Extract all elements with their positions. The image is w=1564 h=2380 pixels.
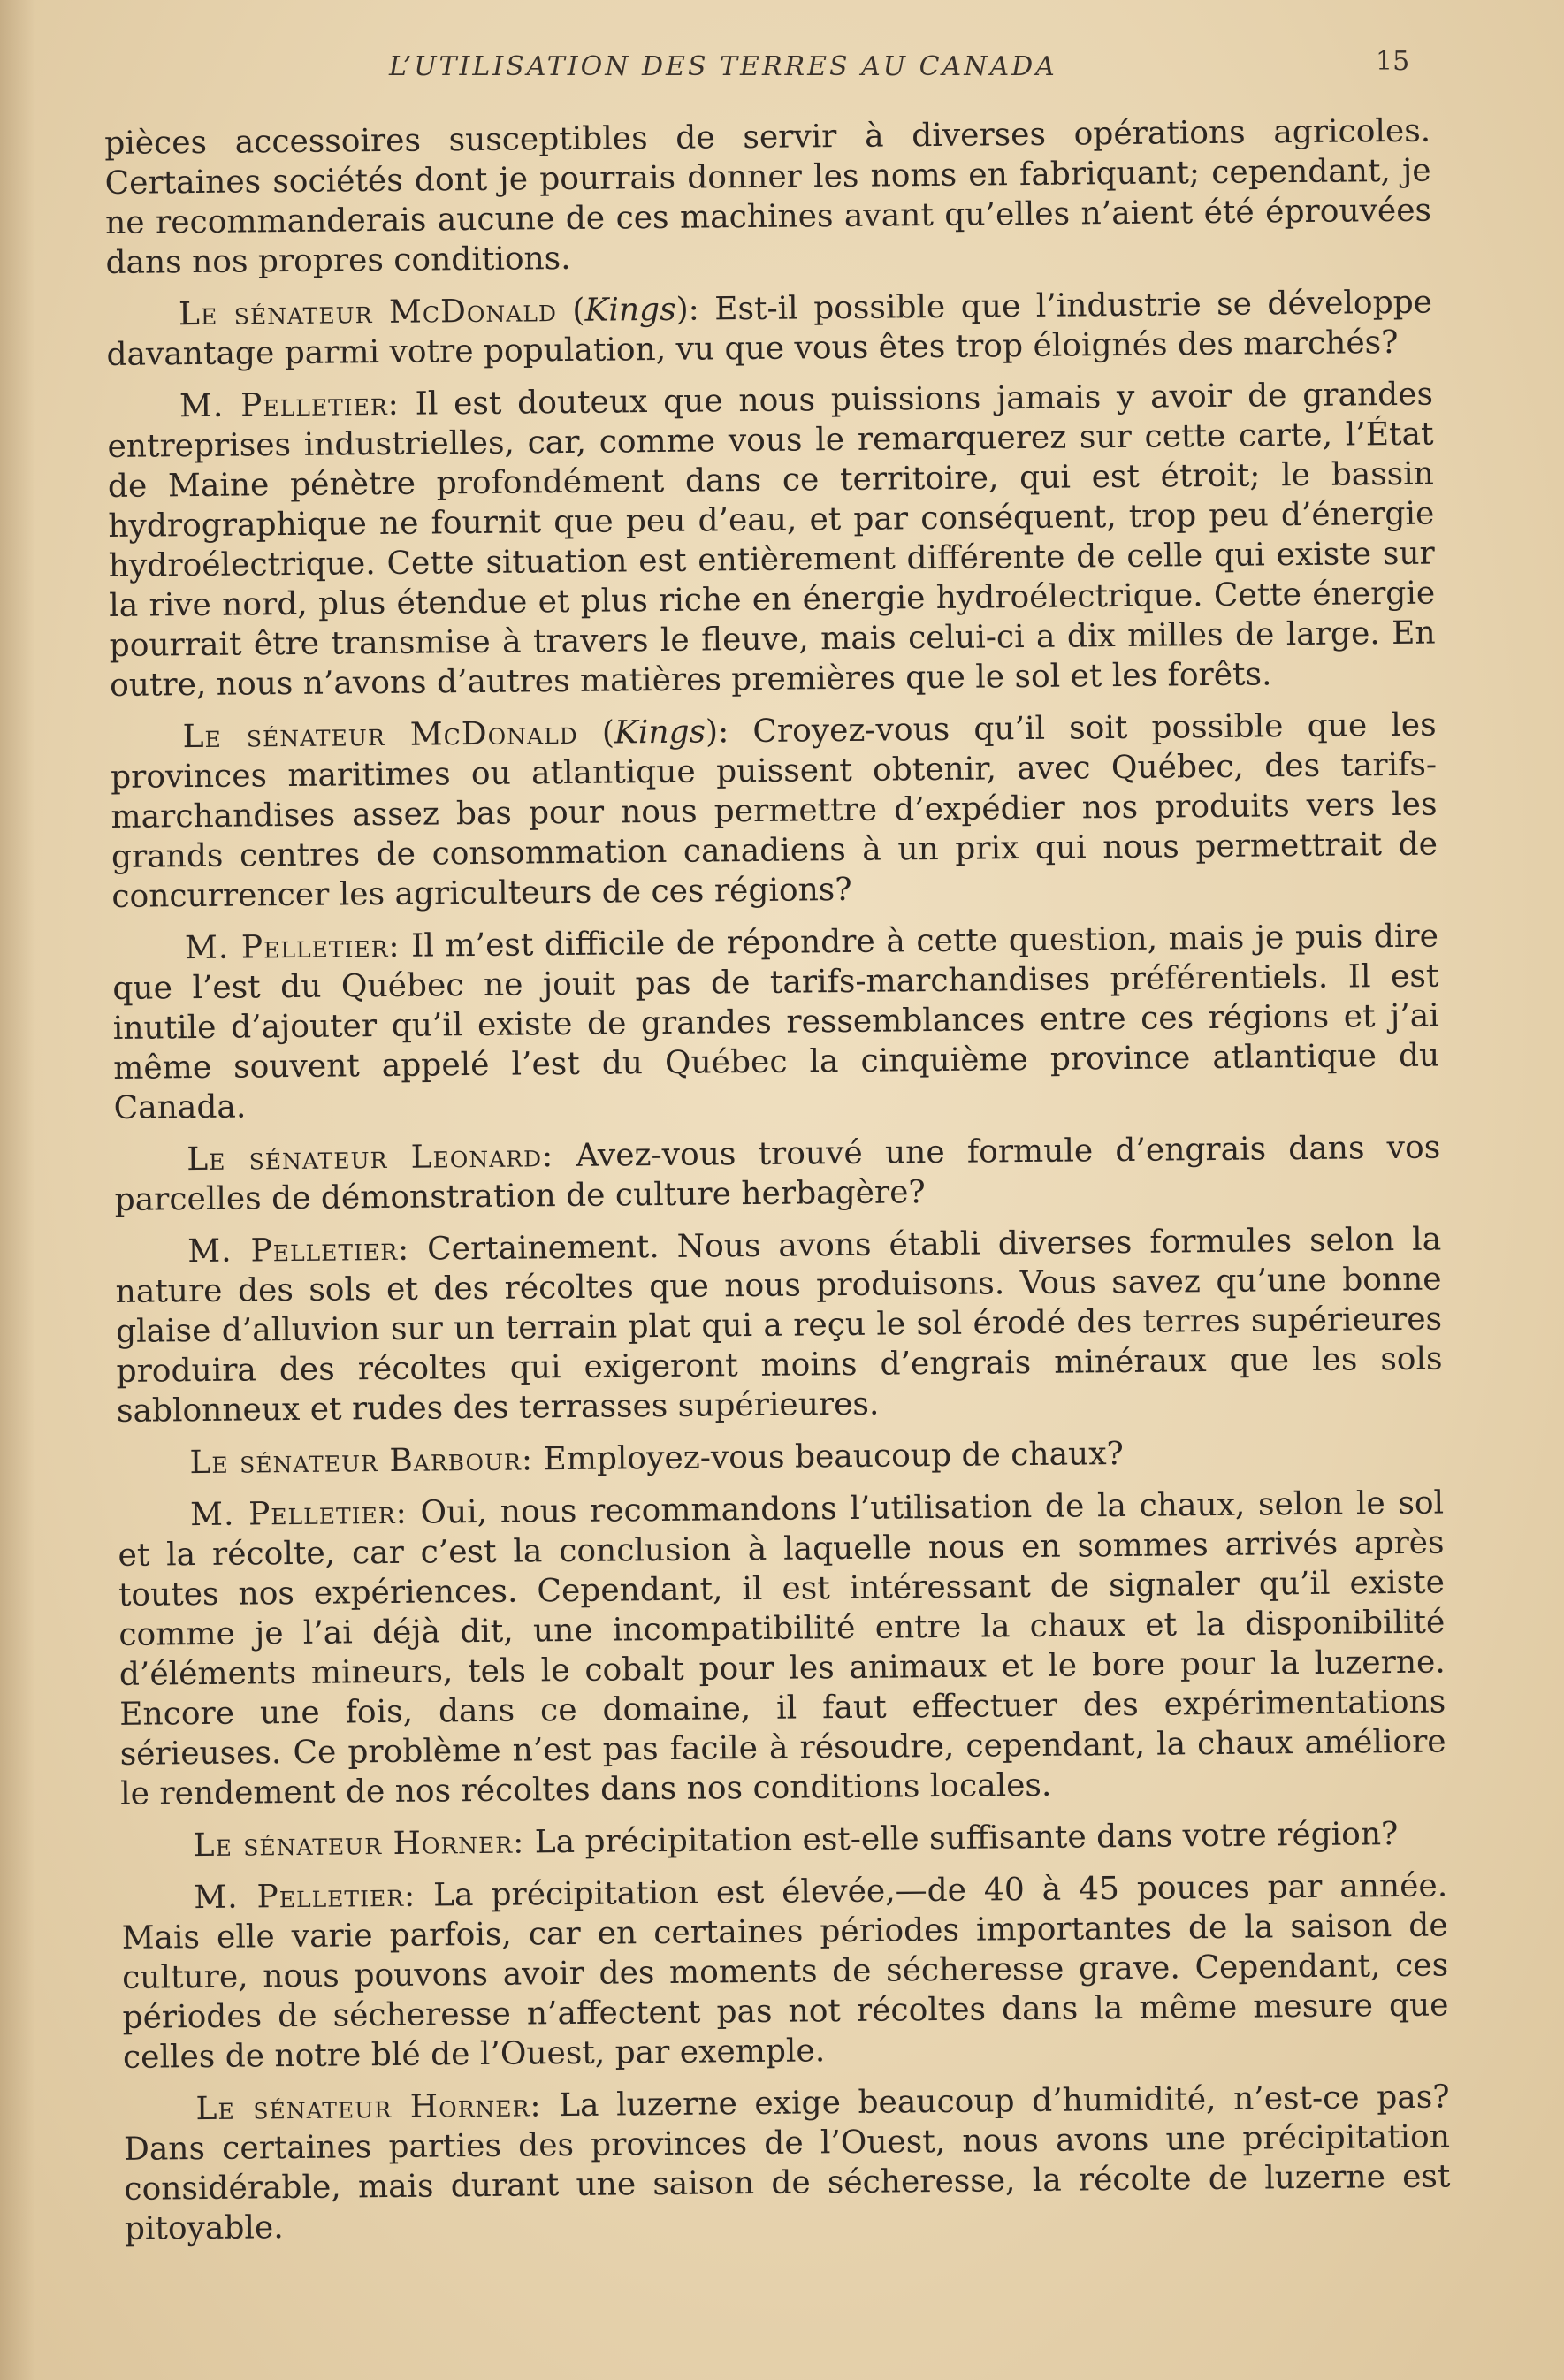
paragraph-11 xyxy=(121,1866,1449,2078)
paragraph-text: Croyez-vous qu’il soit possible que les provinces maritimes ou atlantique puissent obtenir, avec Québec, des tarifs-marchandises assez bas pour nous permettre d’expédier nos produits vers les grands centres de consommation canadiens à un prix qui nous permettrait de concurrencer les agriculteurs de ces régions? xyxy=(110,706,1438,915)
page-number: 15 xyxy=(1376,46,1410,77)
paragraph-text: Employez-vous beaucoup de chaux? xyxy=(532,1436,1125,1478)
paragraph-text: Certainement. Nous avons établi diverses formules selon la nature des sols et des récoltes que nous produisons. Vous savez qu’une bonne glaise d’alluvion sur un terrain plat qui a reçu le sol érodé des terres supérieures produira des récoltes qui exigeront moins d’engrais minéraux que les sols sablonneux et rudes des terrasses supérieures. xyxy=(115,1221,1443,1430)
paragraph-4: Le sénateur McDonald (Kings): Croyez-vous qu’il soit possible que les provinces maritimes ou atlantique puissent obtenir, avec Québec, des tarifs-marchandises assez bas pour nous permettre d’expédier nos produits vers les grands centres de consommation canadiens à un prix qui nous permettrait de concurrencer les agriculteurs de ces régions? xyxy=(110,706,1438,915)
paragraph-text: La luzerne exige beaucoup d’humidité, n’est-ce pas? Dans certaines parties des provinces de l’Ouest, nous avons une précipitation considérable, mais durant une saison de sécheresse, la récolte de luzerne est pitoyable. xyxy=(123,2079,1451,2247)
paragraph-text: Avez-vous trouvé une formule d’engrais dans vos parcelles de démonstration de culture herbagère? xyxy=(114,1129,1441,1218)
speaker-riding: Kings xyxy=(584,291,676,329)
paragraph-6 xyxy=(114,1128,1441,1220)
paragraph-3 xyxy=(107,375,1436,706)
speaker-name: Le sénateur Barbour: xyxy=(189,1441,534,1482)
paragraph-text: Il m’est difficile de répondre à cette question, mais je puis dire que l’est du Québec ne jouit pas de tarifs-marchandises préférentiels. Il est inutile d’ajouter qu’il existe de grandes ressemblances entre ces régions et j’ai même souvent appelé l’est du Québec la cinquième province atlantique du Canada. xyxy=(112,918,1440,1126)
paragraph-text: pièces accessoires susceptibles de servir à diverses opérations agricoles. Certaines sociétés dont je pourrais donner les noms en fabriquant; cependant, je ne recommanderais aucune de ces machines avant qu’elles n’aient été éprouvées dans nos propres conditions. xyxy=(104,112,1432,281)
paragraph-1 xyxy=(104,111,1432,283)
speaker-name: M. Pelletier: xyxy=(184,927,401,967)
paragraph-text: Il est douteux que nous puissions jamais y avoir de grandes entreprises industrielles, car, comme vous le remarquerez sur cette carte, l’État de Maine pénètre profondément dans ce territoire, qui est étroit; le bassin hydrographique ne fournit que peu d’eau, et par conséquent, trop peu d’énergie hydroélectrique. Cette situation est entièrement différente de celle qui existe sur la rive nord, plus étendue et plus riche en énergie hydroélectrique. Cette énergie pourrait être transmise à travers le fleuve, mais celui-ci a dix milles de large. En outre, nous n’avons d’autres matières premières que le sol et les forêts. xyxy=(107,376,1436,704)
speaker-name: M. Pelletier: xyxy=(179,385,401,425)
speaker-name: M. Pelletier: xyxy=(187,1231,410,1270)
paragraph-9 xyxy=(118,1484,1446,1814)
speaker-name: Le sénateur Leonard: xyxy=(187,1138,554,1179)
speaker-name: M. Pelletier: xyxy=(194,1877,416,1917)
paragraph-text: Est-il possible que l’industrie se développe davantage parmi votre population, vu que vous êtes trop éloignés des marchés? xyxy=(106,284,1433,373)
speaker-name: Le sénateur Horner: xyxy=(195,2087,542,2128)
paragraph-5 xyxy=(112,917,1440,1128)
running-title: L’UTILISATION DES TERRES AU CANADA xyxy=(389,51,1057,82)
paragraph-10 xyxy=(120,1814,1446,1866)
speaker-name: Le sénateur McDonald xyxy=(178,293,558,333)
speaker-riding: Kings xyxy=(614,713,706,751)
paragraph-2: Le sénateur McDonald (Kings): Est-il possible que l’industrie se développe davantage parmi votre population, vu que vous êtes trop éloignés des marchés? xyxy=(106,284,1433,373)
paragraph-text: La précipitation est élevée,—de 40 à 45 pouces par année. Mais elle varie parfois, car en certaines périodes importantes de la saison de culture, nous pouvons avoir des moments de sécheresse grave. Cependant, ces périodes de sécheresse n’affectent pas not récoltes dans la même mesure que celles de notre blé de l’Ouest, par exemple. xyxy=(121,1867,1449,2076)
speaker-name: M. Pelletier: xyxy=(189,1494,408,1534)
paragraph-8 xyxy=(117,1431,1443,1484)
document-body xyxy=(104,111,1451,2262)
paragraph-text: Oui, nous recommandons l’utilisation de la chaux, selon le sol et la récolte, car c’est la conclusion à laquelle nous en sommes arrivés après toutes nos expériences. Cependant, il est intéressant de signaler qu’il existe comme je l’ai déjà dit, une incompatibilité entre la chaux et la disponibilité d’éléments mineurs, tels le cobalt pour les animaux et le bore pour la luzerne. Encore une fois, dans ce domaine, il faut effectuer des expérimentations sérieuses. Ce problème n’est pas facile à résoudre, cependant, la chaux améliore le rendement de nos récoltes dans nos conditions locales. xyxy=(118,1484,1446,1812)
paragraph-7 xyxy=(115,1220,1443,1431)
paragraph-text: La précipitation est-elle suffisante dans votre région? xyxy=(524,1816,1399,1861)
page-edge-shadow xyxy=(0,0,35,2380)
speaker-name: Le sénateur McDonald xyxy=(182,714,578,756)
speaker-name: Le sénateur Horner: xyxy=(193,1824,525,1865)
paragraph-12 xyxy=(123,2077,1451,2248)
